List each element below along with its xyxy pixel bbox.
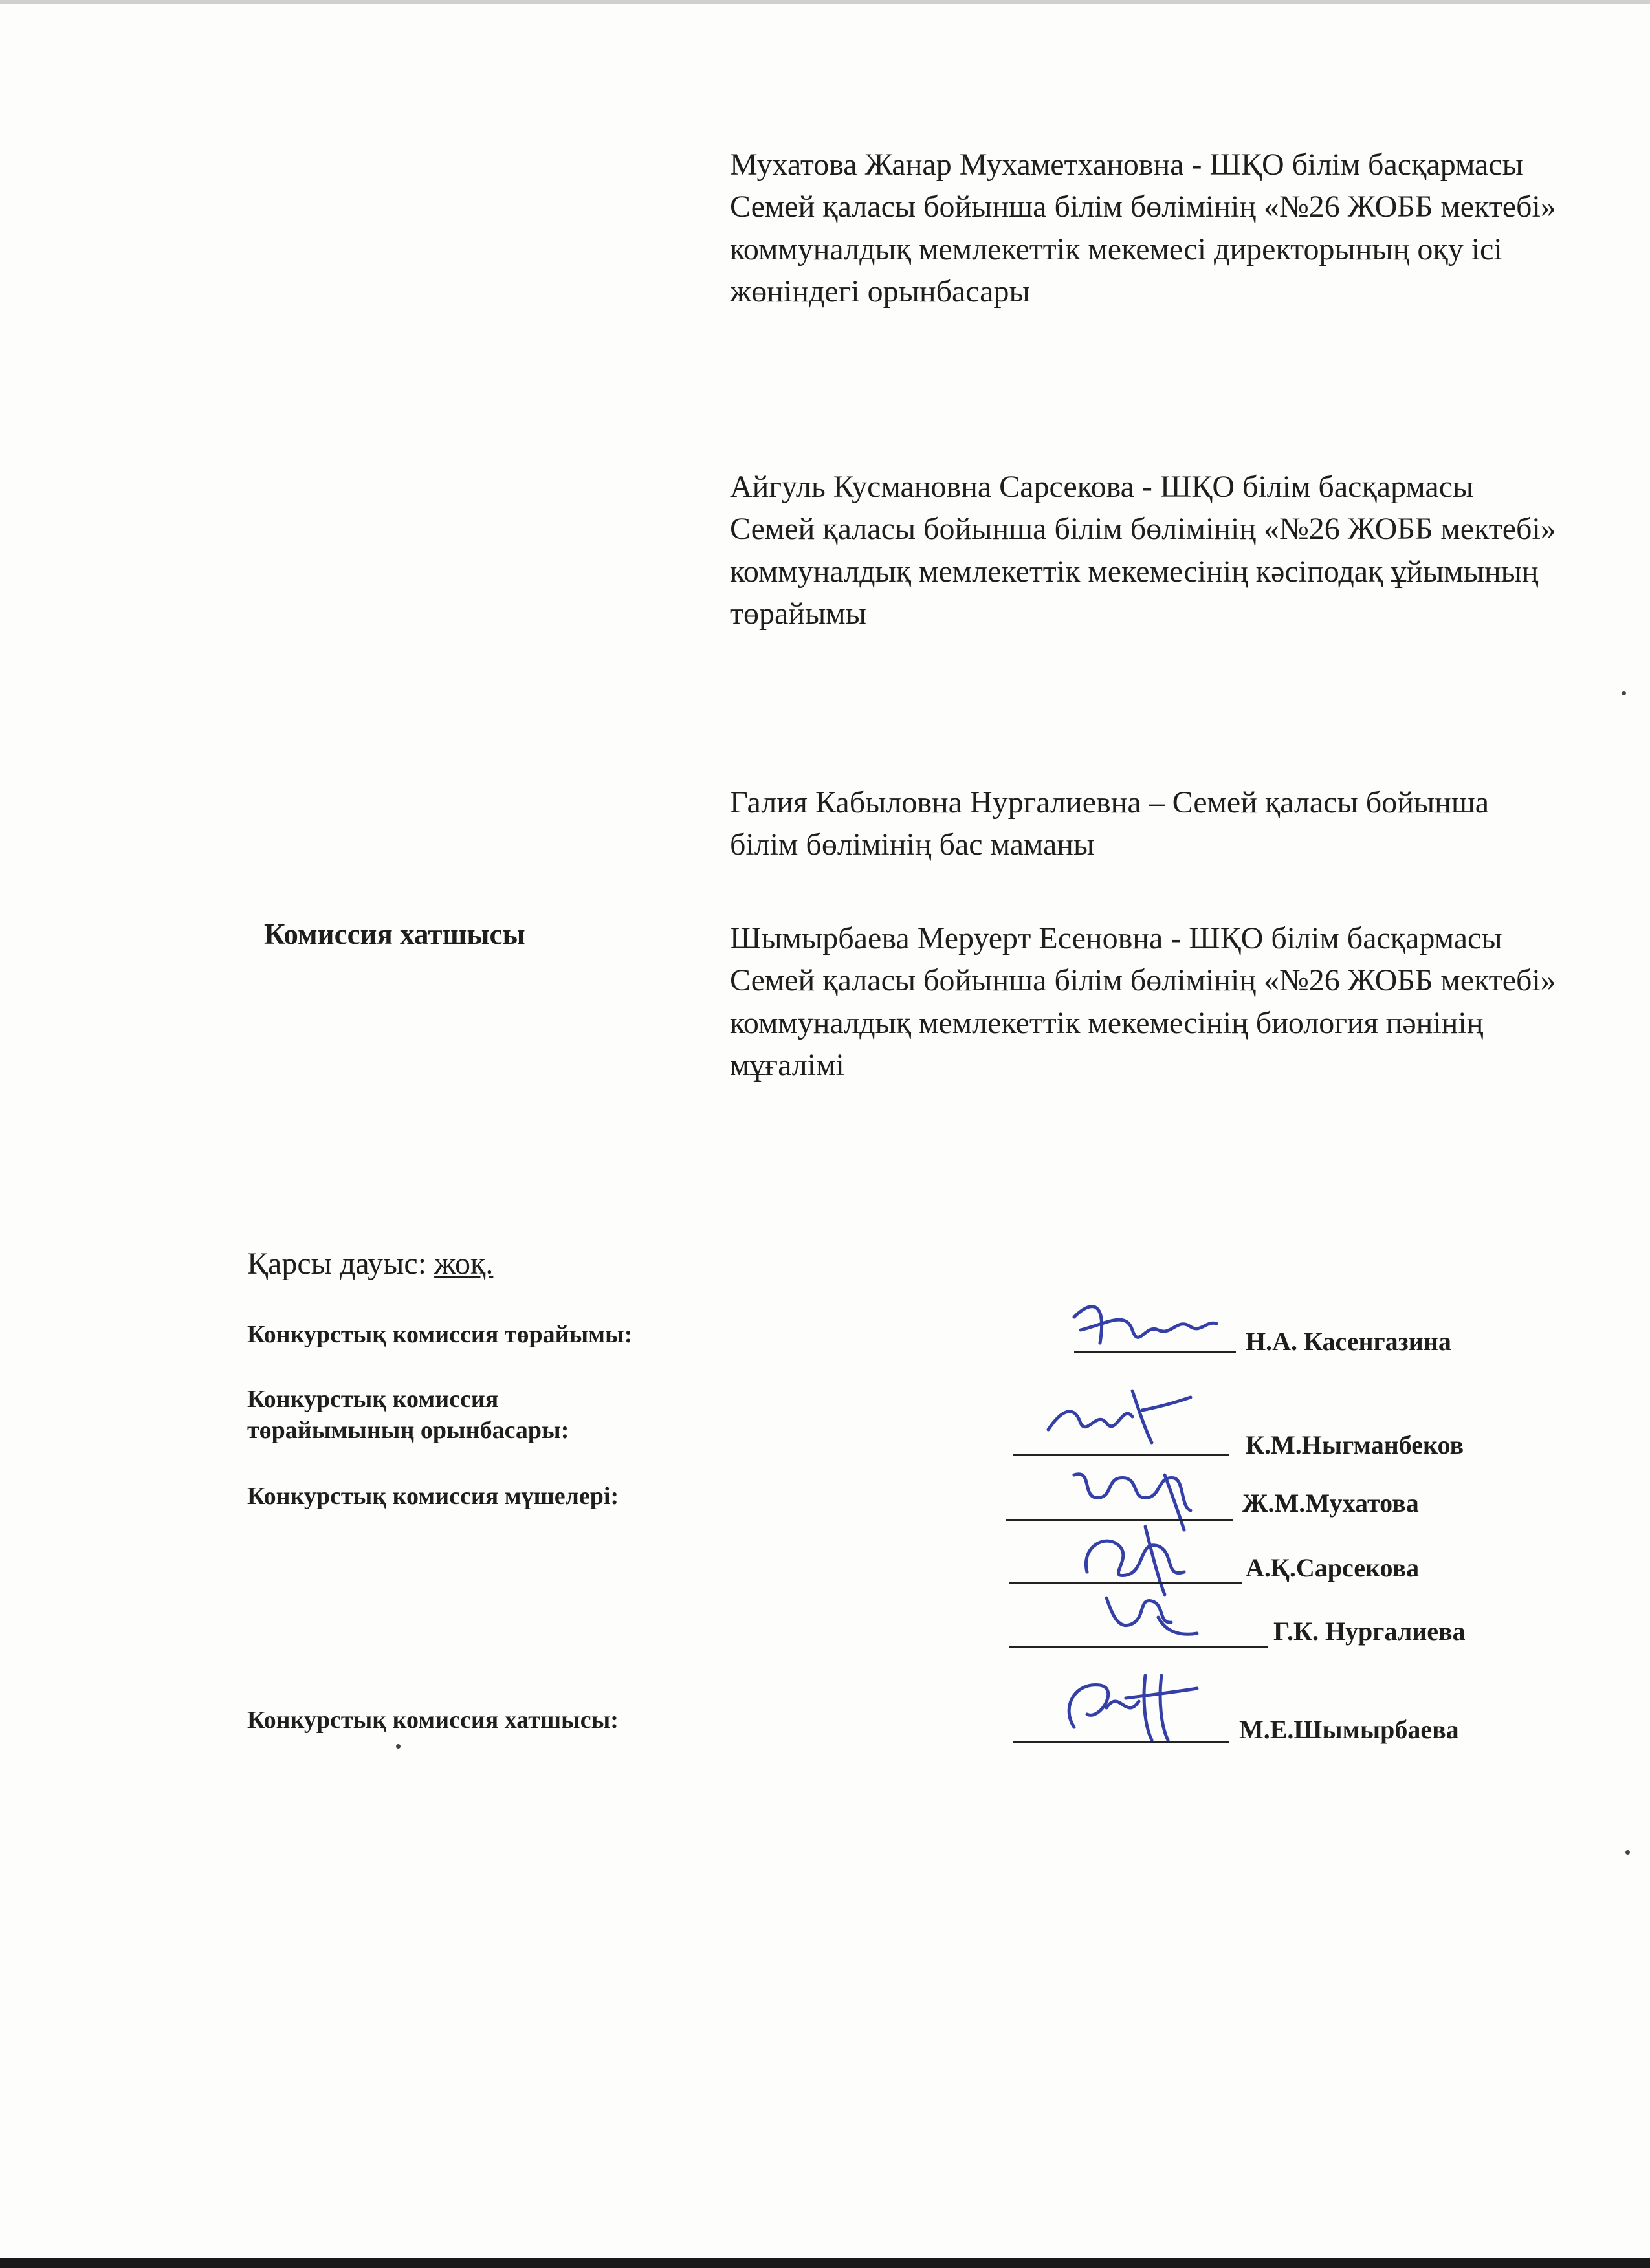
mukhatova-name: Ж.М.Мухатова: [1242, 1488, 1419, 1518]
against-votes-value: жоқ.: [434, 1247, 494, 1281]
nurgalieva-name: Г.К. Нургалиева: [1273, 1617, 1466, 1646]
secretary-role-label: Комиссия хатшысы: [264, 918, 525, 950]
chair-sign-line: [1074, 1351, 1236, 1353]
signature-chair: [1068, 1291, 1236, 1375]
member-entry-nurgalieva: Галия Кабыловна Нургалиевна – Семей қаласы бойынша білім бөлімінің бас маманы: [730, 785, 1490, 862]
secretary-sign-line: [1013, 1741, 1229, 1743]
member-entry-shymyrbaeva: Шымырбаева Меруерт Есеновна - ШҚО білім басқармасы Семей қаласы бойынша білім бөлімінің «№26 ЖОББ мектебі» коммуналдық мемлекеттік мекемесінің биология пәнінің мұғалімі: [730, 921, 1556, 1082]
members-label: Конкурстық комиссия мүшелері:: [247, 1483, 619, 1510]
secretary-label: Конкурстық комиссия хатшысы:: [247, 1706, 619, 1734]
scan-speck: [396, 1744, 401, 1749]
scan-speck: [1622, 691, 1626, 695]
against-votes: [247, 1246, 493, 1281]
signature-nurgalieva: [1087, 1572, 1255, 1656]
deputy-name: К.М.Ныгманбеков: [1246, 1430, 1464, 1459]
chair-name: Н.А. Касенгазина: [1246, 1327, 1451, 1356]
signature-deputy: [1035, 1371, 1204, 1456]
deputy-label: Конкурстық комиссия төрайымының орынбасары:: [247, 1386, 569, 1444]
scan-edge-bottom: [0, 2258, 1650, 2268]
member-entry-sarsekova: Айгуль Кусмановна Сарсекова - ШҚО білім басқармасы Семей қаласы бойынша білім бөлімінің «№26 ЖОББ мектебі» коммуналдық мемлекеттік мекемесінің кәсіподақ ұйымының төрайымы: [730, 470, 1556, 631]
scan-edge-top: [0, 0, 1650, 4]
scan-speck: [1625, 1850, 1630, 1855]
against-votes-label: Қарсы дауыс:: [247, 1247, 427, 1281]
signature-secretary: [1048, 1663, 1216, 1747]
sarsekova-name: А.Қ.Сарсекова: [1246, 1553, 1420, 1582]
nurgalieva-sign-line: [1009, 1646, 1268, 1648]
member-entry-mukhatova: Мухатова Жанар Мухаметхановна - ШҚО білім басқармасы Семей қаласы бойынша білім бөлімінің «№26 ЖОББ мектебі» коммуналдық мемлекеттік мекемесі директорының оқу ісі жөніндегі орынбасары: [730, 147, 1556, 309]
chair-label: Конкурстық комиссия төрайымы:: [247, 1321, 633, 1348]
secretary-name: М.Е.Шымырбаева: [1239, 1715, 1459, 1744]
